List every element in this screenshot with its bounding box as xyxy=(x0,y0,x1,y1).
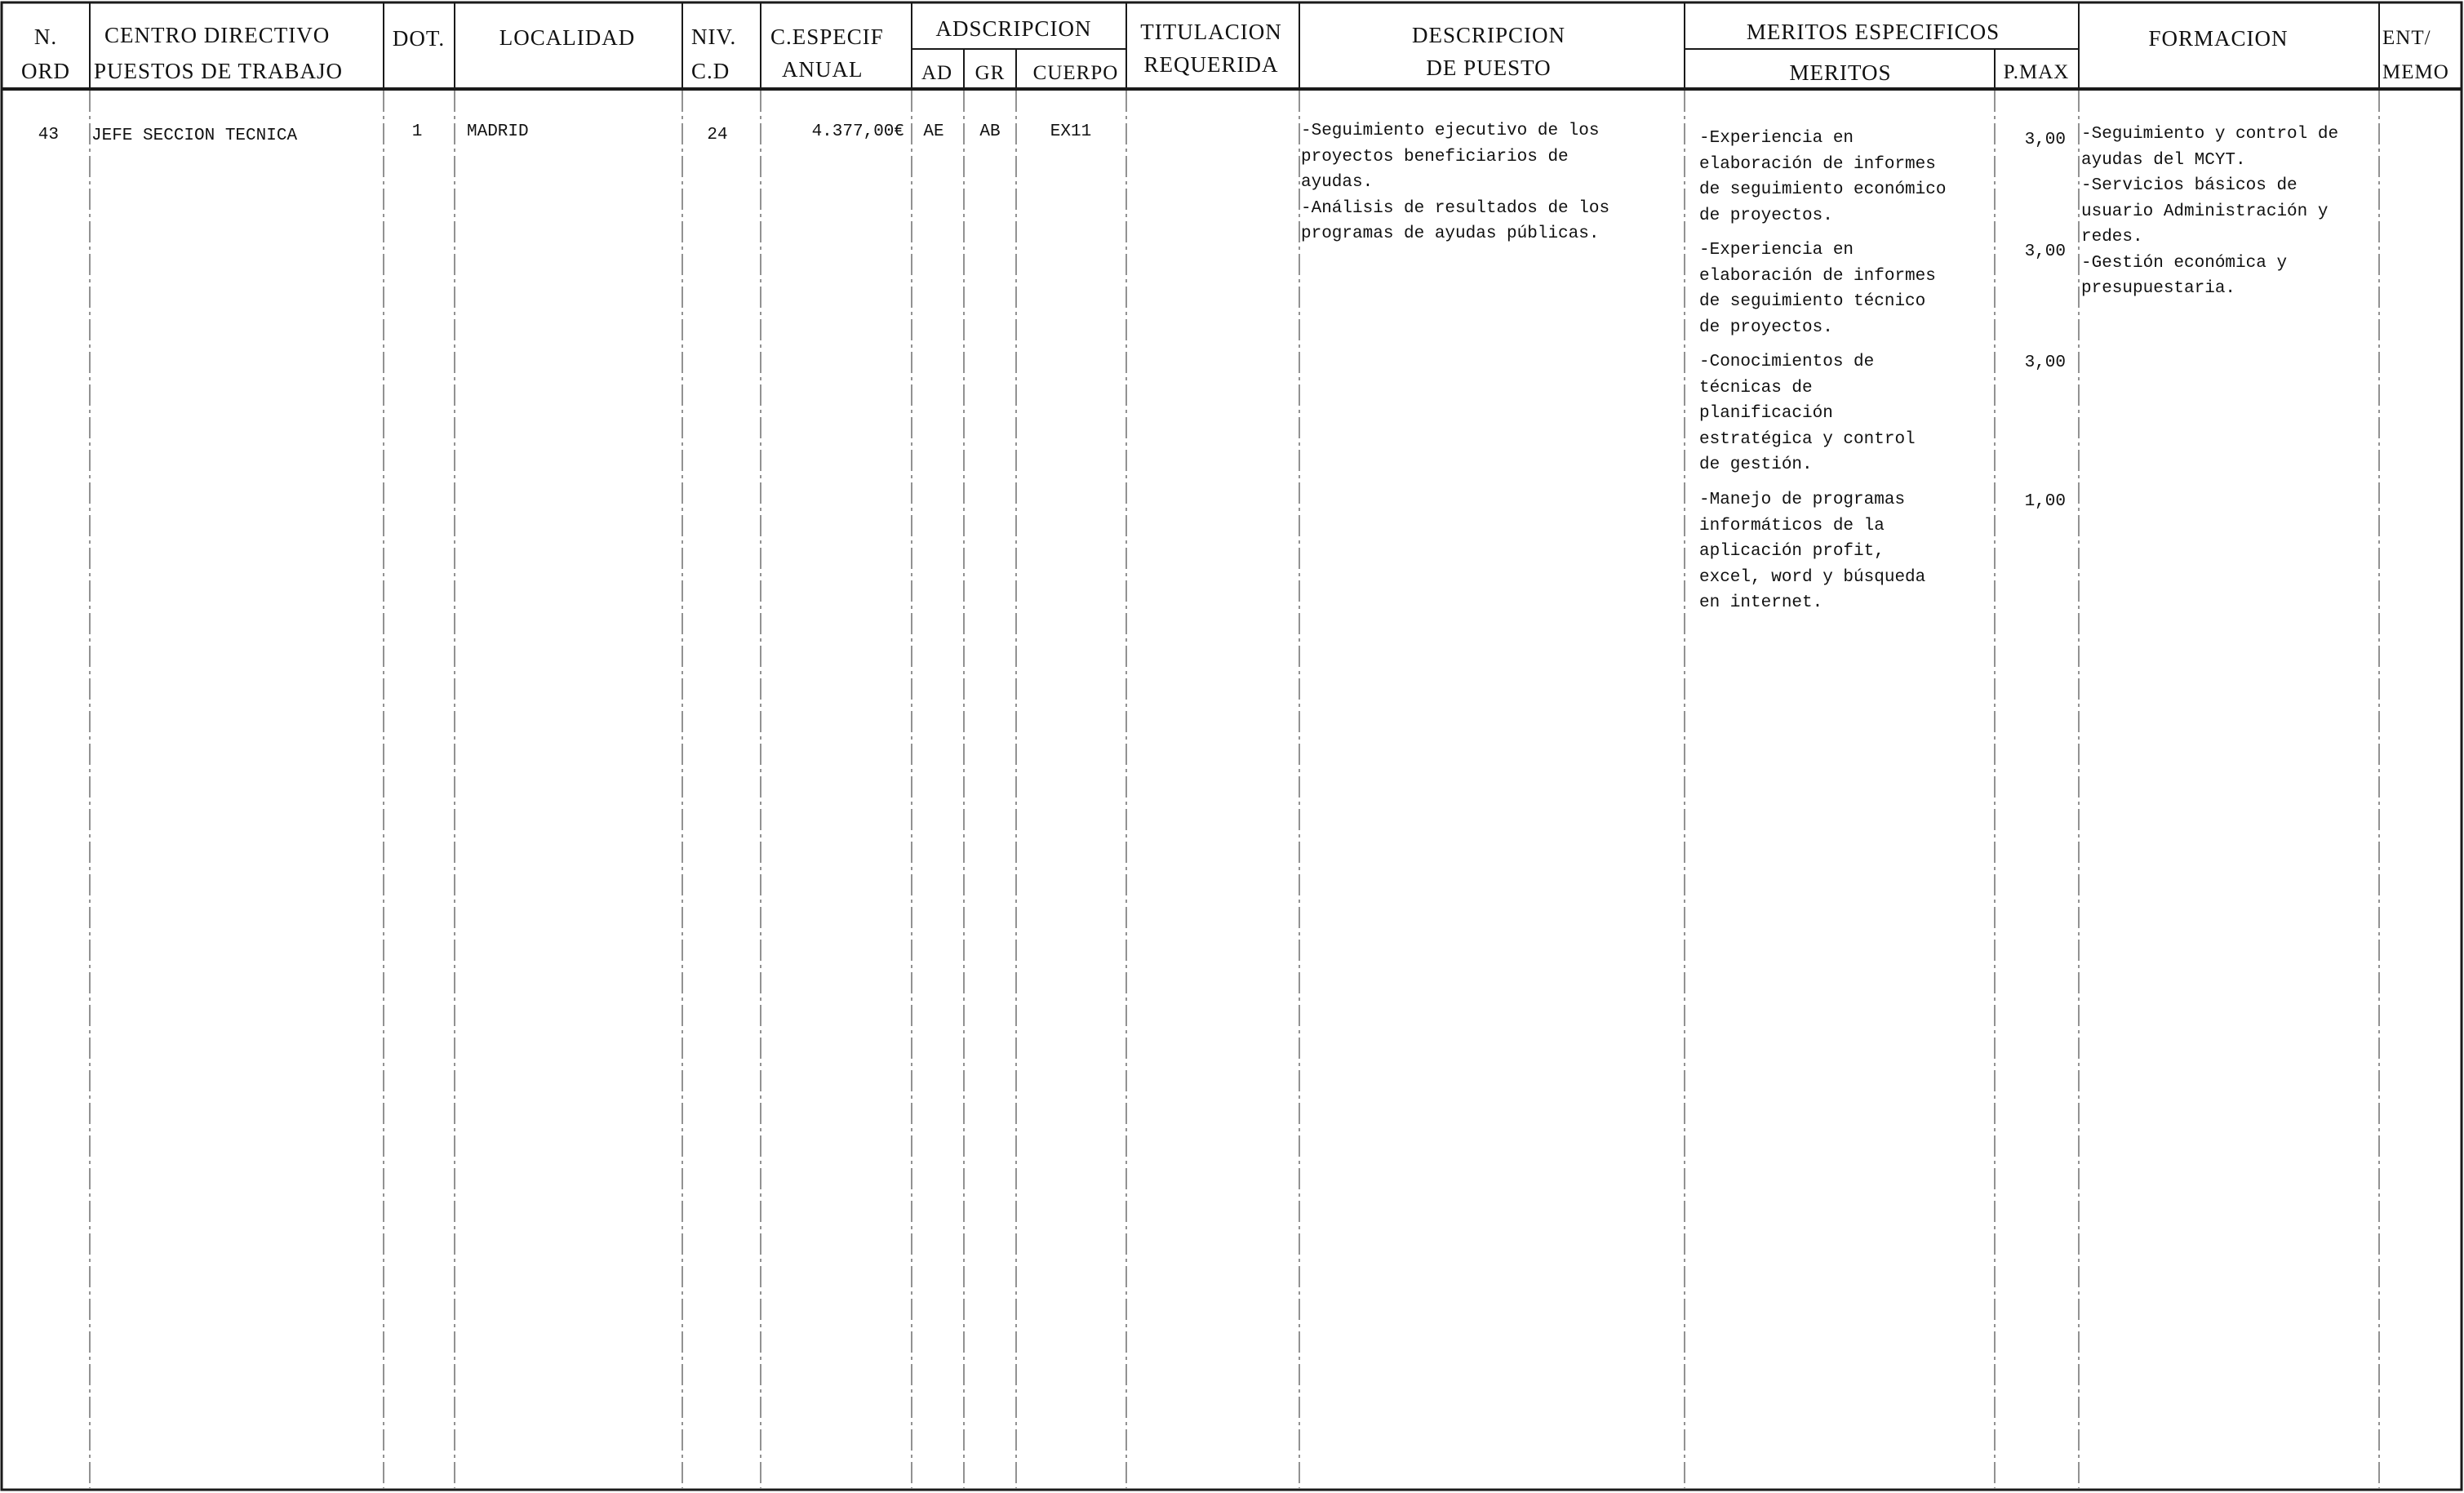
row-formacion xyxy=(2081,122,2338,302)
formacion-line: presupuestaria. xyxy=(2081,279,2236,298)
merito-line: -Conocimientos de xyxy=(1699,353,1875,371)
header-c-especif: C.ESPECIF xyxy=(770,24,884,49)
merito-line: de gestión. xyxy=(1699,455,1813,474)
merito-line: -Experiencia en xyxy=(1699,241,1854,260)
merito-pmax: 1,00 xyxy=(2024,492,2066,511)
formacion-line: -Seguimiento y control de xyxy=(2081,125,2339,144)
formacion-line: usuario Administración y xyxy=(2081,202,2329,221)
header-meritos-especificos: MERITOS ESPECIFICOS xyxy=(1746,20,2000,44)
merito-line: -Experiencia en xyxy=(1699,129,1854,148)
header-de-puesto: DE PUESTO xyxy=(1426,56,1552,80)
formacion-line: -Servicios básicos de xyxy=(2081,176,2298,195)
header-titulacion: TITULACION xyxy=(1140,20,1282,44)
header-dot: DOT. xyxy=(392,26,446,51)
row-cuerpo: EX11 xyxy=(1050,122,1092,141)
formacion-line: -Gestión económica y xyxy=(2081,253,2288,273)
header-n-ord-top: N. xyxy=(33,24,58,49)
header-centro-directivo: CENTRO DIRECTIVO xyxy=(104,23,331,47)
merito-line: aplicación profit, xyxy=(1699,542,1885,561)
header-localidad: LOCALIDAD xyxy=(499,25,636,50)
row-descripcion xyxy=(1301,118,1609,247)
header-ent: ENT/ xyxy=(2382,27,2431,49)
formacion-line: ayudas del MCYT. xyxy=(2081,150,2246,170)
header-ad: AD xyxy=(921,62,953,84)
header-cuerpo: CUERPO xyxy=(1032,62,1119,84)
descripcion-line: proyectos beneficiarios de xyxy=(1301,147,1569,167)
merito-item xyxy=(1699,487,1925,616)
merito-line: estratégica y control xyxy=(1699,429,1916,449)
merito-pmax: 3,00 xyxy=(2024,131,2066,149)
header-pmax: P.MAX xyxy=(2003,61,2070,83)
header-adscripcion: ADSCRIPCION xyxy=(935,16,1092,41)
descripcion-line: -Seguimiento ejecutivo de los xyxy=(1301,122,1600,140)
header-anual: ANUAL xyxy=(782,57,864,82)
header-descripcion: DESCRIPCION xyxy=(1411,23,1566,47)
header-gr: GR xyxy=(975,62,1006,84)
merito-line: planificación xyxy=(1699,404,1833,423)
merito-line: de proyectos. xyxy=(1699,318,1833,337)
header-formacion: FORMACION xyxy=(2148,26,2289,51)
merito-line: de seguimiento técnico xyxy=(1699,292,1926,311)
row-gr: AB xyxy=(979,122,1001,141)
header-cd: C.D xyxy=(691,59,730,83)
row-nivel: 24 xyxy=(707,126,728,144)
descripcion-line: -Análisis de resultados de los xyxy=(1301,198,1610,218)
merito-line: en internet. xyxy=(1699,593,1823,612)
header-memo: MEMO xyxy=(2382,61,2449,83)
header-requerida: REQUERIDA xyxy=(1143,52,1279,77)
header-niv: NIV. xyxy=(691,24,737,49)
merito-item xyxy=(1699,349,1916,478)
merito-item xyxy=(1699,126,1946,229)
merito-line: elaboración de informes xyxy=(1699,266,1936,286)
row-ad: AE xyxy=(923,122,944,141)
merito-line: de seguimiento económico xyxy=(1699,180,1947,199)
descripcion-line: ayudas. xyxy=(1301,173,1374,192)
merito-line: técnicas de xyxy=(1699,378,1813,398)
merito-pmax: 3,00 xyxy=(2024,353,2066,372)
merito-pmax: 3,00 xyxy=(2024,242,2066,261)
merito-line: elaboración de informes xyxy=(1699,154,1936,174)
row-n-ord: 43 xyxy=(38,126,59,144)
row-localidad: MADRID xyxy=(467,122,529,141)
row-dot: 1 xyxy=(411,122,423,141)
descripcion-line: programas de ayudas públicas. xyxy=(1301,224,1600,243)
header-meritos: MERITOS xyxy=(1789,60,1892,85)
row-c-especif: 4.377,00€ xyxy=(811,122,904,141)
merito-line: -Manejo de programas xyxy=(1699,491,1906,509)
header-n-ord-bottom: ORD xyxy=(20,59,71,83)
row-puesto: JEFE SECCION TECNICA xyxy=(91,127,298,145)
formacion-line: redes. xyxy=(2081,228,2143,247)
merito-line: informáticos de la xyxy=(1699,516,1885,535)
header-puestos-de-trabajo: PUESTOS DE TRABAJO xyxy=(94,59,344,83)
merito-line: de proyectos. xyxy=(1699,206,1833,225)
merito-line: excel, word y búsqueda xyxy=(1699,567,1926,587)
merito-item xyxy=(1699,238,1936,340)
